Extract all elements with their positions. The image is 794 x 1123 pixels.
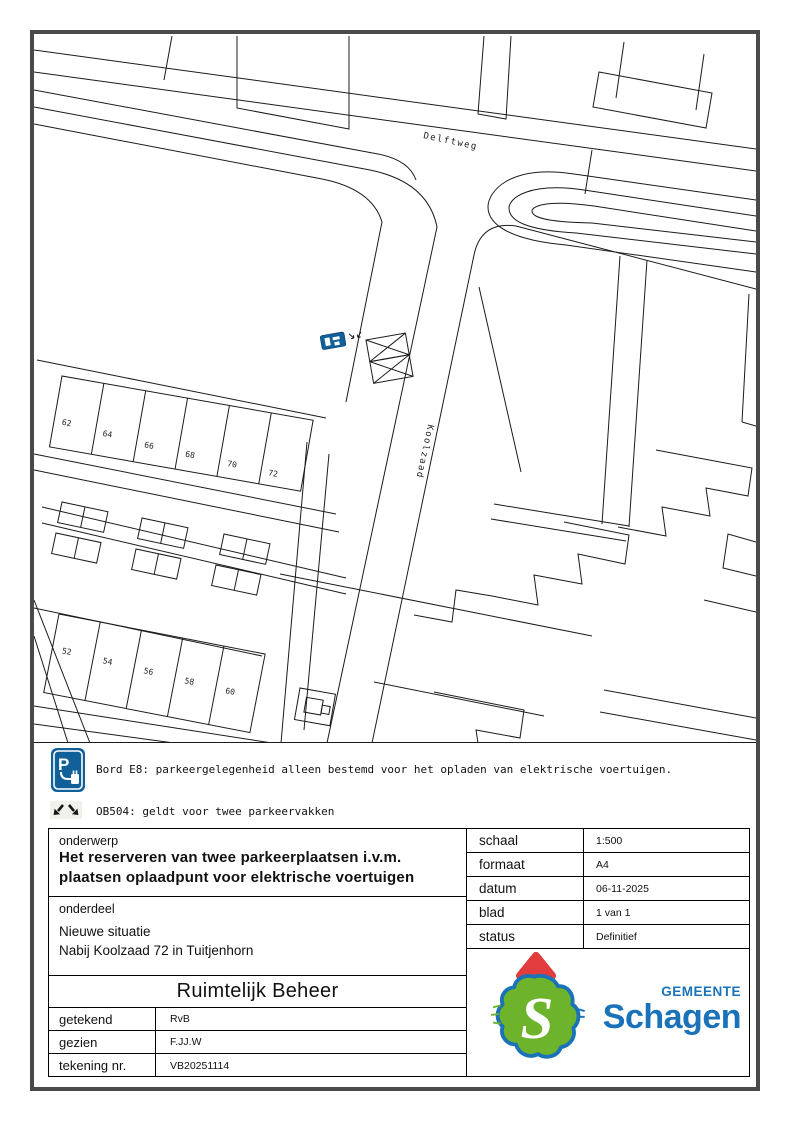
house-number: 60 (224, 686, 236, 697)
parcel-line (742, 422, 756, 426)
house-number: 52 (61, 646, 73, 658)
row-label: schaal (467, 829, 584, 852)
section-onderdeel (49, 897, 466, 976)
row-value: RvB (170, 1013, 190, 1025)
shed-pair (52, 533, 101, 563)
utility-box (294, 688, 335, 726)
parcel-line (34, 600, 90, 743)
loop-road-middle (509, 188, 756, 254)
footpath-line (34, 470, 339, 532)
house-row-lower (44, 614, 265, 733)
row-gezien (49, 1031, 466, 1054)
e8-sign-marker (320, 332, 346, 350)
title-block-right (466, 829, 749, 1076)
onderwerp-line1: Het reserveren van twee parkeerplaatsen i.v.m. (59, 849, 402, 866)
onderwerp-label: onderwerp (59, 834, 119, 848)
road-delftweg-south-koolzaad-west (34, 107, 437, 743)
schagen-logo-mark (479, 950, 594, 1076)
parcel-line (479, 287, 521, 472)
building-outline (723, 534, 756, 576)
shed-pair (138, 518, 188, 548)
row-value: Definitief (596, 930, 637, 943)
building-outline (618, 450, 752, 536)
parcel-line (604, 690, 756, 718)
row-label: tekening nr. (49, 1054, 156, 1077)
title-block-left (49, 829, 466, 1076)
row-label: datum (467, 877, 584, 900)
row-status (467, 925, 749, 949)
shed-pair (212, 565, 261, 595)
alley-line (42, 523, 346, 594)
street-label-koolzaad: Koolzaad (413, 423, 435, 480)
row-label: blad (467, 901, 584, 924)
parcel-line (281, 442, 307, 743)
legend-e8-text: Bord E8: parkeergelegenheid alleen bestemd voor het opladen van elektrische voertuigen. (96, 763, 673, 776)
house-number: 64 (101, 428, 113, 440)
onderdeel-line1: Nieuwe situatie (59, 924, 151, 939)
title-block (48, 828, 750, 1077)
parcel-line (629, 260, 647, 527)
row-value: 06-11-2025 (596, 882, 649, 895)
footpath-line (34, 724, 174, 743)
parcel-tick (585, 150, 592, 194)
legend-ob504-text: OB504: geldt voor twee parkeervakken (96, 805, 335, 818)
row-value: F.JJ.W (170, 1036, 202, 1048)
parcel-line (280, 574, 592, 636)
row-value: A4 (596, 858, 609, 871)
e8-parking-sign-icon (50, 747, 86, 793)
building-outline (237, 36, 349, 129)
parcel-line (304, 454, 329, 730)
row-label: status (467, 925, 584, 948)
loop-road-outer (488, 172, 756, 272)
parcel-line (602, 256, 620, 524)
house-number: 68 (184, 449, 196, 461)
row-datum (467, 877, 749, 901)
parcel-tick (616, 42, 624, 98)
house-number: 62 (61, 417, 73, 429)
parcel-line (600, 712, 756, 740)
logo-letter-s: S (520, 984, 554, 1051)
onderwerp-line2: plaatsen oplaadpunt voor elektrische voertuigen (59, 869, 415, 886)
house-number: 66 (143, 440, 155, 451)
logo-red-triangle (520, 956, 552, 976)
logo-text-schagen: Schagen (602, 997, 741, 1036)
footpath-line (34, 706, 272, 743)
parcel-tick (696, 54, 704, 110)
parcel-tick (164, 36, 172, 80)
row-label: getekend (49, 1008, 156, 1030)
reserved-parking-crosses (366, 333, 413, 383)
house-number: 58 (183, 676, 195, 687)
row-tekening-nr (49, 1054, 466, 1077)
building-outline (478, 36, 511, 119)
parcel-line (742, 294, 749, 422)
parcel-line (37, 360, 326, 418)
parcel-line-top (34, 50, 756, 149)
onderdeel-line2: Nabij Koolzaad 72 in Tuitjenhorn (59, 943, 254, 958)
row-label: formaat (467, 853, 584, 876)
house-number: 56 (142, 666, 155, 677)
row-schaal (467, 829, 749, 853)
road-koolzaad-parking-line (34, 124, 382, 402)
section-onderwerp (49, 829, 466, 897)
gemeente-schagen-logo (467, 949, 749, 1076)
house-number: 72 (267, 468, 279, 479)
building-outline (593, 72, 712, 128)
situation-map (34, 34, 756, 743)
onderdeel-label: onderdeel (59, 902, 115, 916)
shed-pair (220, 534, 270, 564)
loop-road-inner (532, 203, 756, 242)
street-label-delftweg: Delftweg (422, 131, 479, 153)
building-outline (492, 522, 629, 605)
footpath-line (34, 454, 336, 514)
row-value: 1 van 1 (596, 906, 631, 919)
parcel-line (704, 600, 756, 612)
row-label: gezien (49, 1031, 156, 1053)
road-koolzaad-east-delftweg-south (372, 225, 756, 743)
ob504-marker (349, 332, 362, 339)
house-number: 70 (226, 459, 238, 470)
row-formaat (467, 853, 749, 877)
row-getekend (49, 1008, 466, 1031)
house-row-upper (49, 376, 313, 491)
row-value: 1:500 (596, 834, 623, 847)
house-number: 54 (102, 656, 114, 667)
building-outline (434, 692, 524, 743)
parcel-line (374, 682, 544, 716)
building-outline (414, 590, 492, 622)
row-value: VB20251114 (170, 1059, 230, 1072)
sign-letter-p: P (58, 755, 70, 774)
shed-pair (58, 502, 108, 532)
ob504-arrows-icon (50, 801, 82, 819)
department-title: Ruimtelijk Beheer (49, 976, 466, 1008)
logo-text-gemeente: GEMEENTE (661, 984, 741, 999)
row-blad (467, 901, 749, 925)
road-delftweg-north-edge (34, 72, 756, 171)
